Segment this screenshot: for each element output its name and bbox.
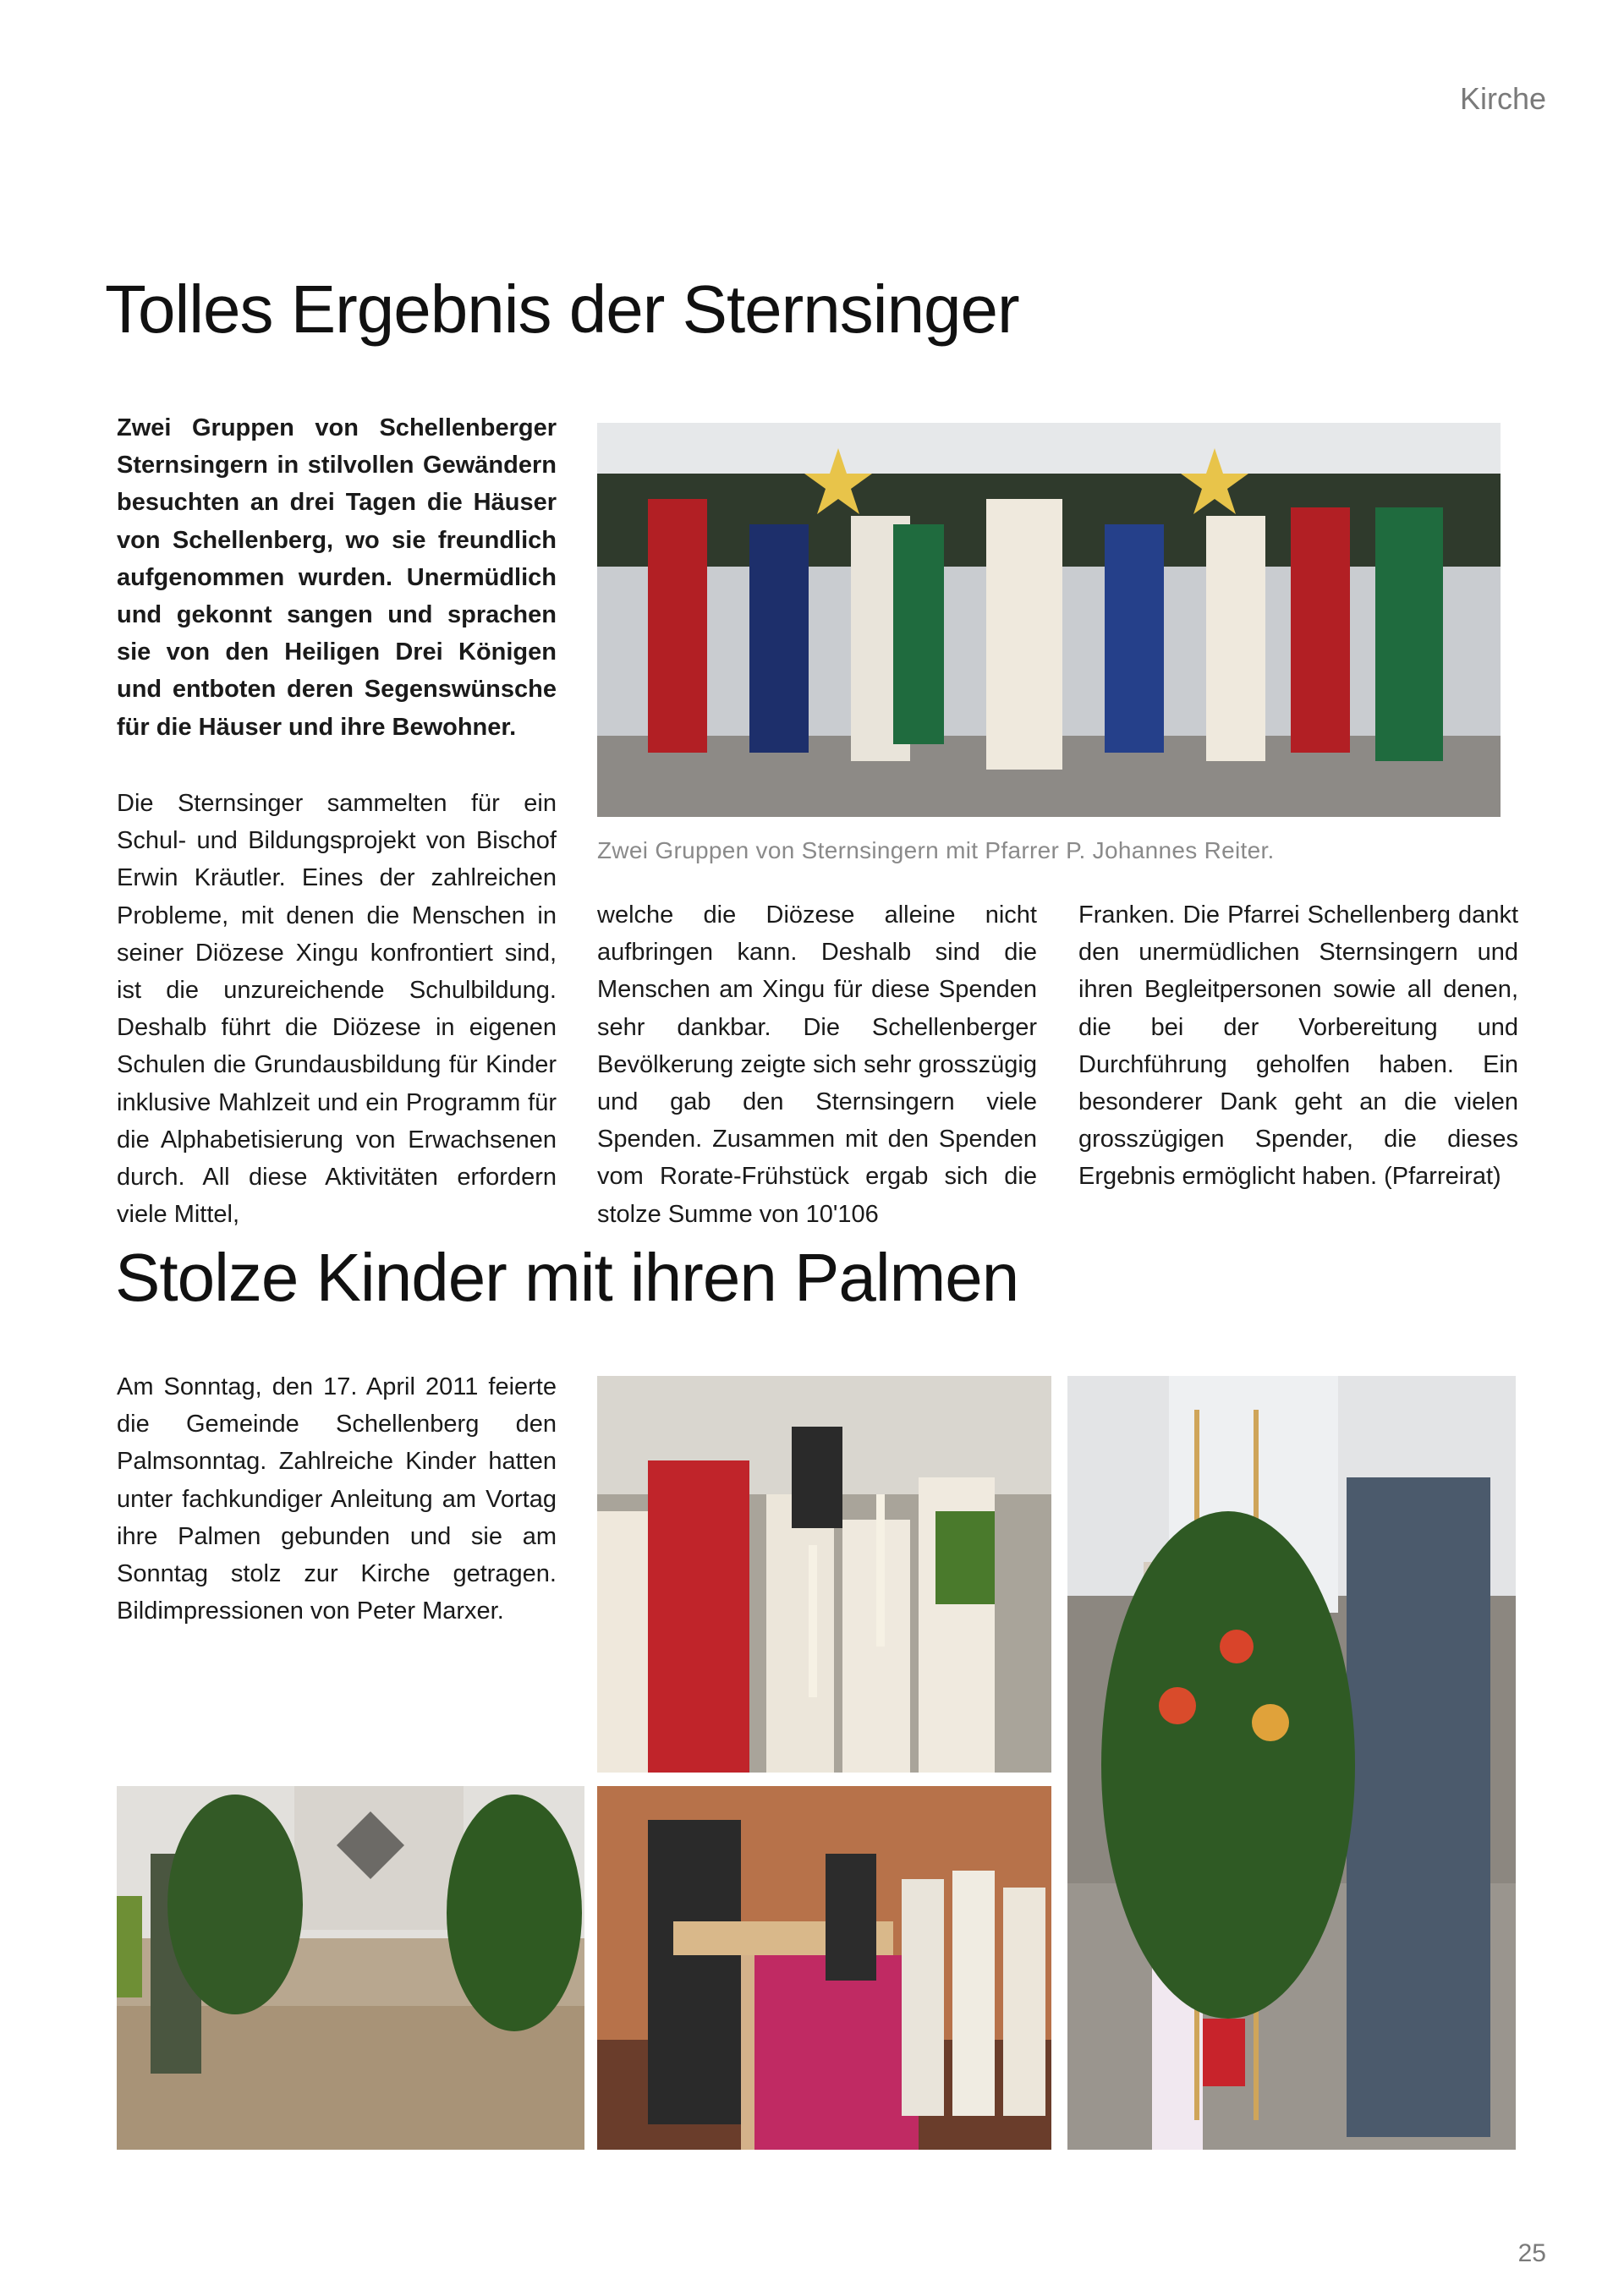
- photo-caption: Zwei Gruppen von Sternsingern mit Pfarrer P. Johannes Reiter.: [597, 837, 1275, 863]
- article1-body-column-2: welche die Diözese alleine nicht aufbringen kann. Deshalb sind die Menschen am Xingu für diese Spenden sehr dankbar. Die Schellenberger Bevölkerung zeigte sich sehr grosszügig und gab den Sternsingern viele Spenden. Zusammen mit den Spenden vom Rorate-Frühstück ergab sich die stolze Summe von 10'106: [597, 901, 1037, 1228]
- palm-sunday-children-photo: [1067, 1376, 1516, 2150]
- palm-sunday-priest-photo: [597, 1376, 1051, 1773]
- church-lectern-photo: [597, 1786, 1051, 2150]
- page-number: 25: [1517, 2239, 1546, 2267]
- article2-title: Stolze Kinder mit ihren Palmen: [115, 1240, 1019, 1315]
- article1-title: Tolles Ergebnis der Sternsinger: [105, 271, 1019, 347]
- article1-body-column-3: Franken. Die Pfarrei Schellenberg dankt den unermüdlichen Sternsingern und ihren Begleitpersonen sowie all denen, die bei der Vorbereitung und Durchführung geholfen haben. Ein besonderer Dank geht an die vielen grosszügigen Spender, die dieses Ergebnis ermöglicht haben. (Pfarreirat): [1078, 901, 1518, 1191]
- palm-procession-photo: [117, 1786, 584, 2150]
- article2-body: Am Sonntag, den 17. April 2011 feierte die Gemeinde Schellenberg den Palmsonntag. Zahlreiche Kinder hatten unter fachkundiger Anleitung am Vortag ihre Palmen gebunden und sie am Sonntag stolz zur Kirche getragen. Bildimpressionen von Peter Marxer.: [117, 1373, 557, 1625]
- sternsinger-group-photo: [597, 423, 1501, 817]
- section-label: Kirche: [1459, 81, 1546, 116]
- article1-lead: Zwei Gruppen von Schellenberger Sternsingern in stilvollen Gewändern besuchten an drei Tagen die Häuser von Schellenberg, wo sie freundlich aufgenommen wurden. Unermüdlich und gekonnt sangen und sprachen sie von den Heiligen Drei Königen und entboten deren Segenswünsche für die Häuser und ihre Bewohner.: [117, 414, 557, 741]
- article1-body-column-1: Die Sternsinger sammelten für ein Schul- und Bildungsprojekt von Bischof Erwin Kräutler. Eines der zahlreichen Probleme, mit denen die Menschen in seiner Diözese Xingu konfrontiert sind, ist die unzureichende Schulbildung. Deshalb führt die Diözese in eigenen Schulen die Grundausbildung für Kinder inklusive Mahlzeit und ein Programm für die Alphabetisierung von Erwachsenen durch. All diese Aktivitäten erfordern viele Mittel,: [117, 790, 557, 1229]
